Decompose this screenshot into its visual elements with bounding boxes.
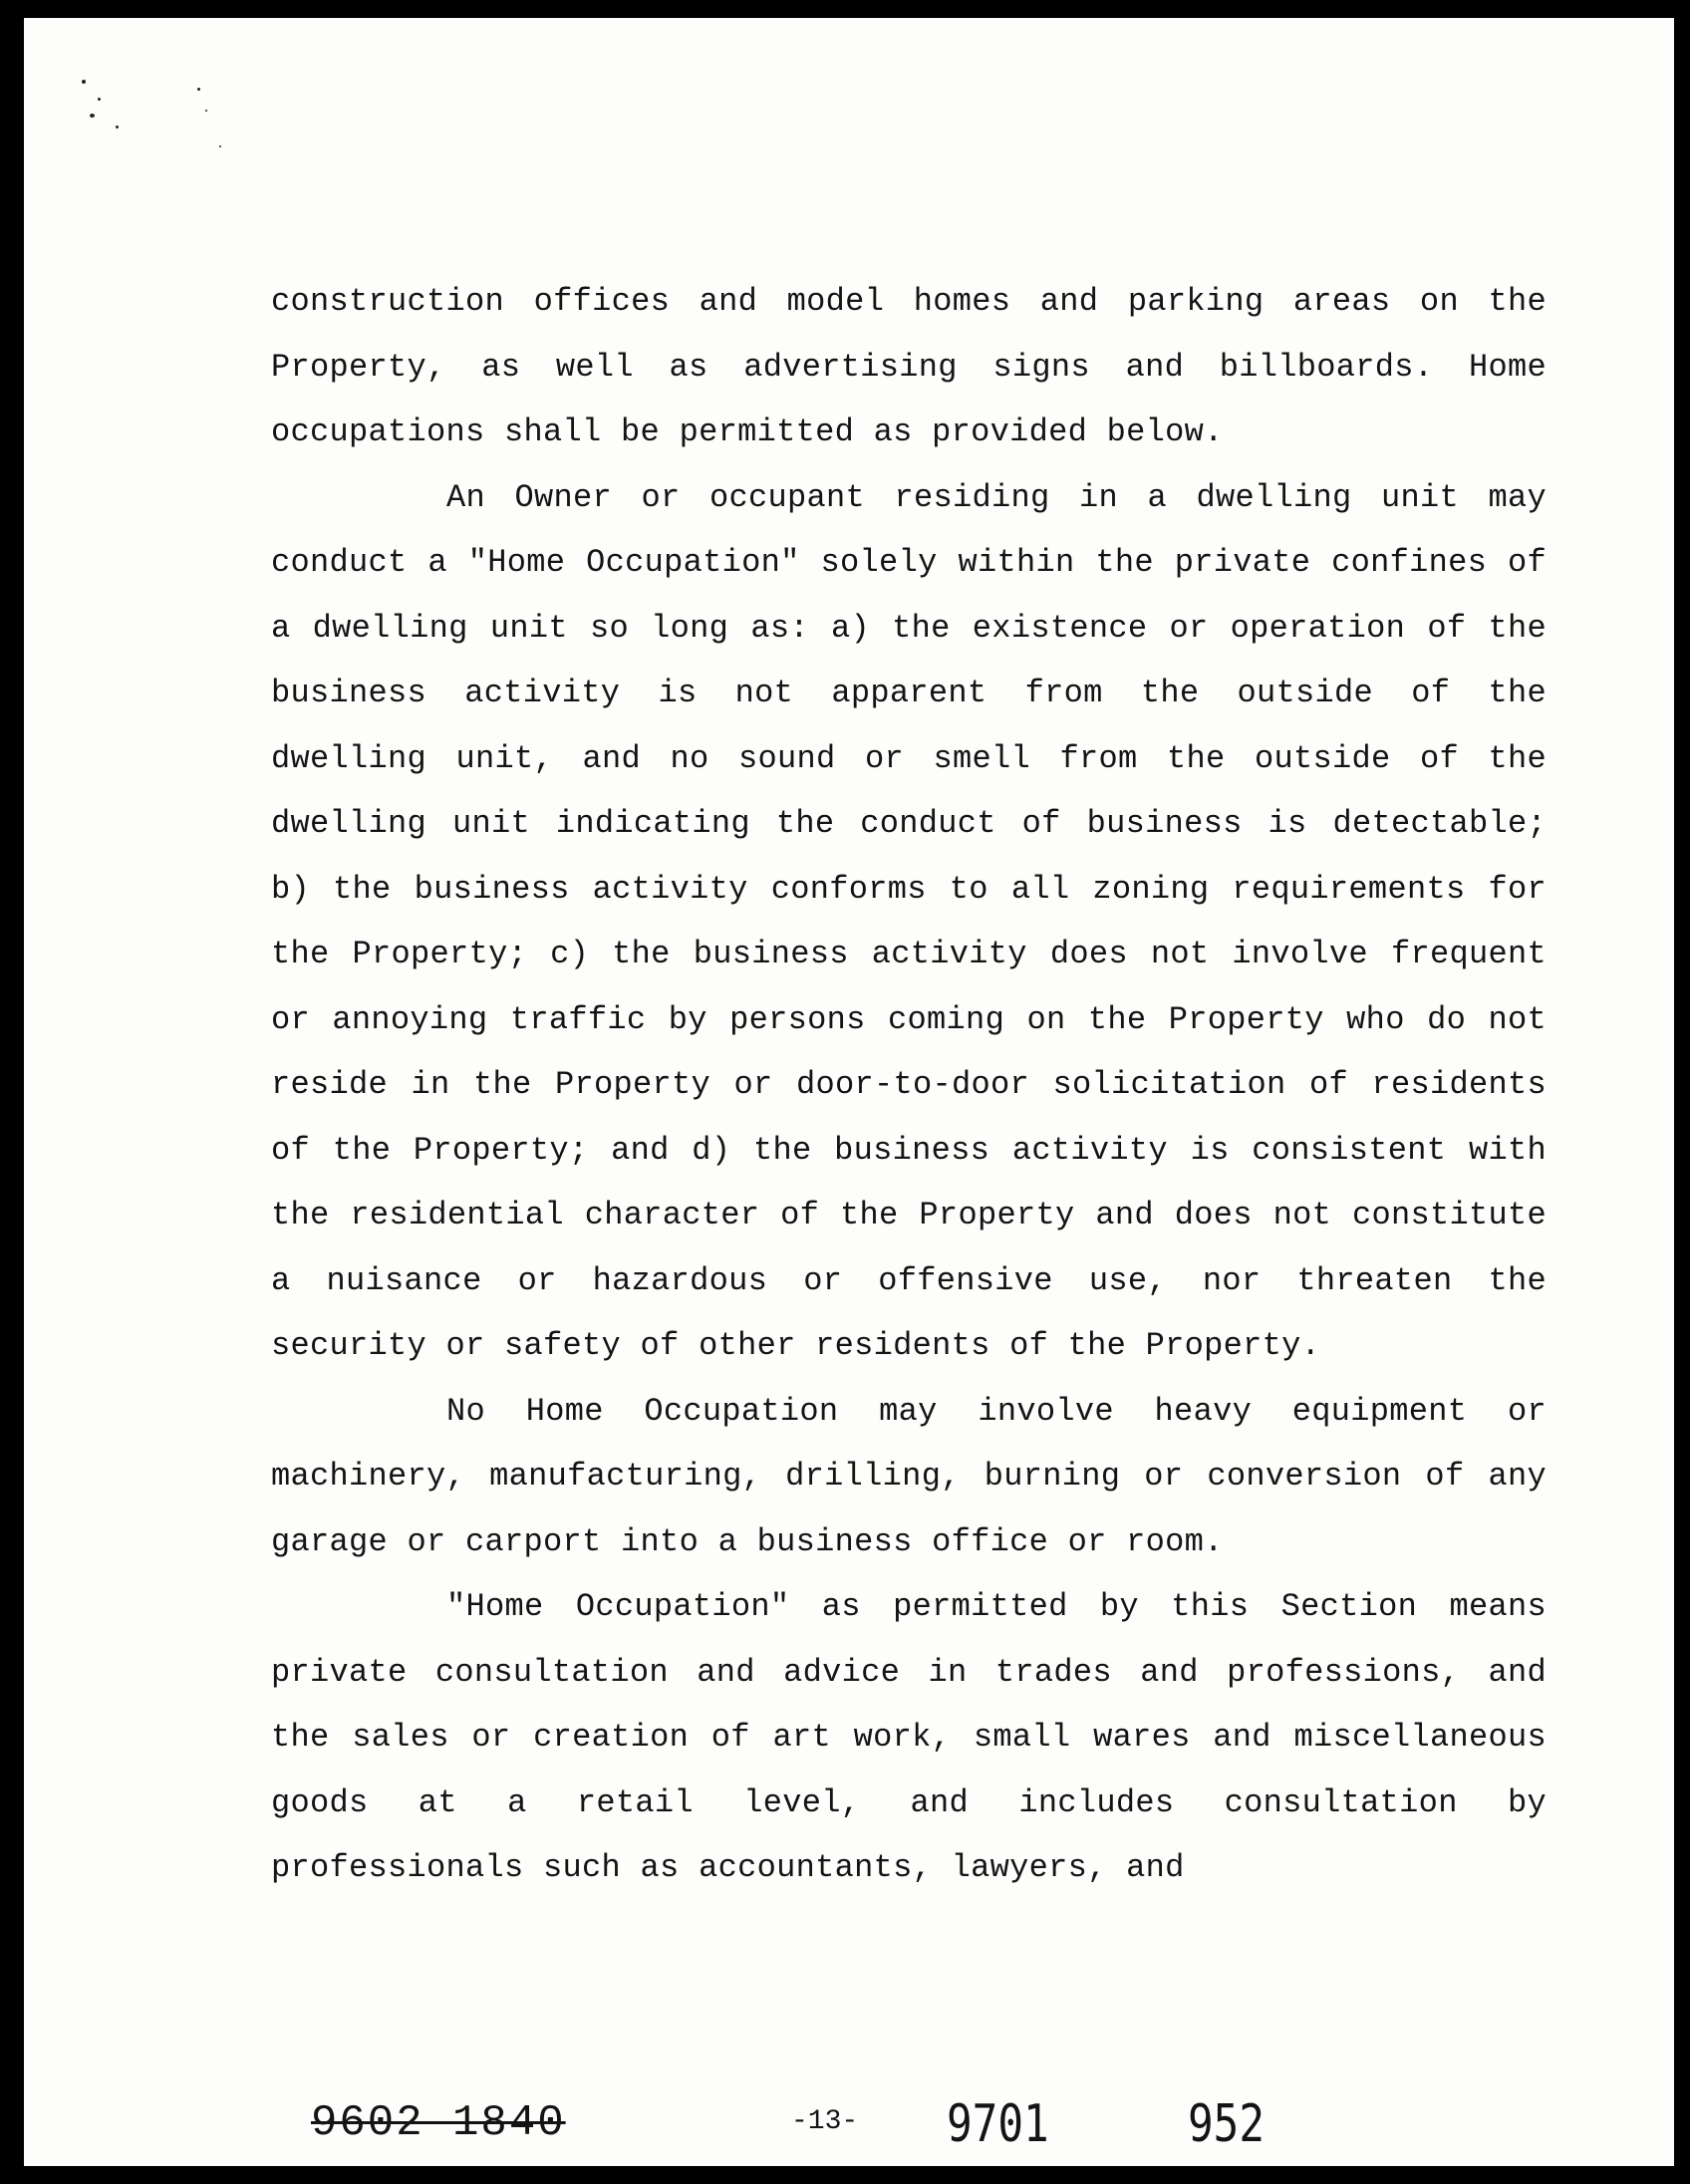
paragraph-1: construction offices and model homes and parking areas on the Property, as well as advertising signs and billboards. Home occupations shall be permitted as provided below. [271,283,1547,450]
stamp-number-left: 9701 [947,2094,1049,2154]
paragraph-3: No Home Occupation may involve heavy equipment or machinery, manufacturing, drilling, burning or conversion of any garage or carport into a business office or room. [271,1392,1547,1560]
paragraph-4: "Home Occupation" as permitted by this Section means private consultation and advice in trades and professions, and the sales or creation of art work, small wares and miscellaneous goods at a retail level, and includes consultation by professionals such as accountants, lawyers, and [271,1588,1547,1886]
scan-speck [197,88,200,91]
scan-speck [98,98,101,101]
document-page [24,18,1674,2166]
struck-document-number: 9602 1840 [311,2098,566,2148]
scan-speck [90,114,95,118]
page-number: -13- [791,2106,859,2137]
scan-speck [219,145,221,147]
stamp-number-right: 952 [1188,2094,1266,2154]
body-text [271,269,1547,1901]
paragraph-2: An Owner or occupant residing in a dwelling unit may conduct a "Home Occupation" solely within the private confines of a dwelling unit so long as: a) the existence or operation of the business activity is not apparent from the outside of the dwelling unit, and no sound or smell from the outside of the dwelling unit indicating the conduct of business is detectable; b) the business activity conforms to all zoning requirements for the Property; c) the business activity does not involve frequent or annoying traffic by persons coming on the Property who do not reside in the Property or door-to-door solicitation of residents of the Property; and d) the business activity is consistent with the residential character of the Property and does not constitute a nuisance or hazardous or offensive use, nor threaten the security or safety of other residents of the Property. [271,478,1547,1364]
scan-speck [205,110,207,112]
scan-speck [82,80,86,84]
page-footer [24,2090,1674,2170]
scan-speck [116,126,119,129]
